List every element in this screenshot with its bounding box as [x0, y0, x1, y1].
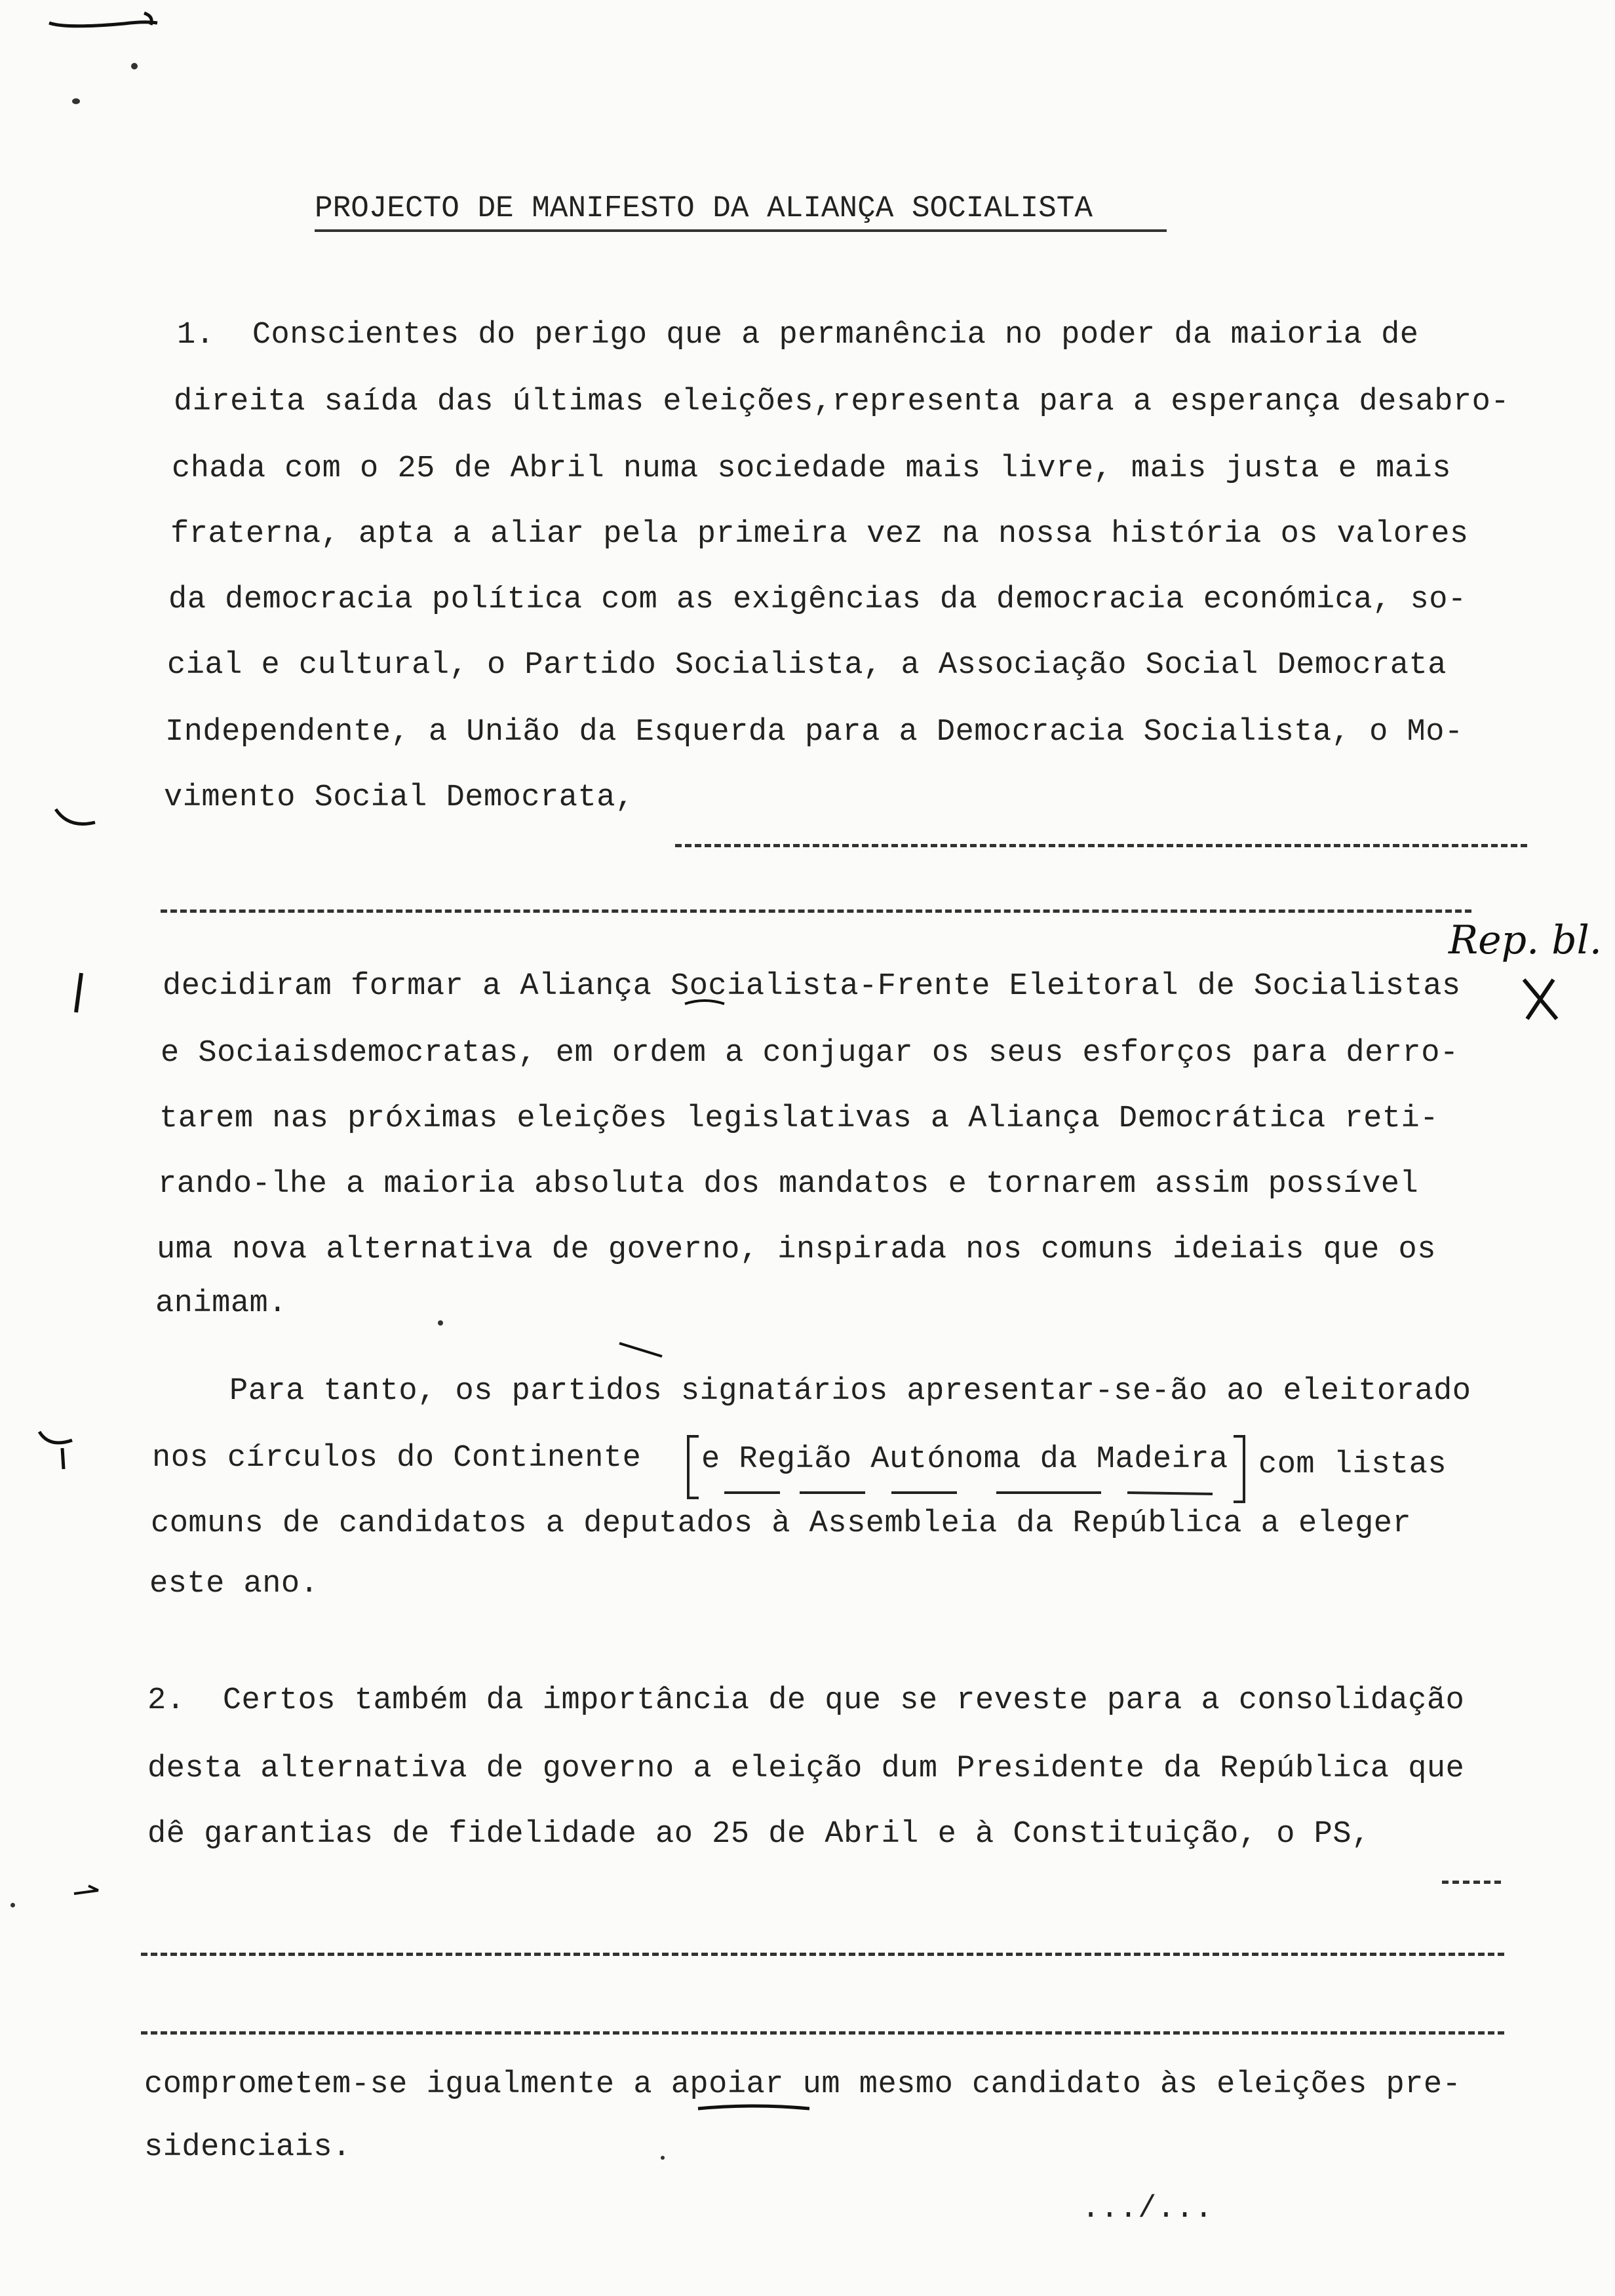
text-line: decidiram formar a Aliança Socialista-Frente Eleitoral de Socialistas — [163, 969, 1461, 1004]
text-line: rando-lhe a maioria absoluta dos mandatos e tornarem assim possível — [158, 1167, 1419, 1202]
text-line: chada com o 25 de Abril numa sociedade mais livre, mais justa e mais — [172, 451, 1451, 486]
dashed-blank-line — [141, 2031, 1504, 2037]
margin-tick-icon — [72, 1881, 105, 1900]
text-line: este ano. — [149, 1567, 319, 1601]
handwritten-x-icon — [1521, 976, 1560, 1022]
title-underline — [315, 229, 1167, 232]
text-line: vimento Social Democrata, — [164, 780, 634, 815]
handwritten-underline-apoiar — [695, 2101, 813, 2114]
margin-stroke-icon — [72, 970, 85, 1016]
text-line: Para tanto, os partidos signatários apresentar-se-ão ao eleitorado — [229, 1374, 1471, 1409]
handwritten-bracket-open — [687, 1435, 699, 1499]
text-line: Independente, a União da Esquerda para a Democracia Socialista, o Mo- — [165, 715, 1464, 750]
text-line: comprometem-se igualmente a apoiar um mesmo candidato às eleições pre- — [144, 2067, 1462, 2102]
text-line: fraterna, apta a aliar pela primeira vez na nossa história os valores — [170, 517, 1469, 552]
text-line: comuns de candidatos a deputados à Assembleia da República a eleger — [151, 1506, 1412, 1541]
text-line: dê garantias de fidelidade ao 25 de Abril e à Constituição, o PS, — [147, 1817, 1371, 1852]
document-title: PROJECTO DE MANIFESTO DA ALIANÇA SOCIALISTA — [315, 191, 1093, 225]
bracketed-insertion: e Região Autónoma da Madeira — [701, 1442, 1228, 1477]
handwritten-underline-region — [721, 1486, 1219, 1499]
text-line: uma nova alternativa de governo, inspirada nos comuns ideiais que os — [157, 1233, 1436, 1267]
continuation-marker: .../... — [1081, 2192, 1213, 2227]
text-line: tarem nas próximas eleições legislativas a Aliança Democrática reti- — [159, 1101, 1439, 1136]
ink-speck — [131, 63, 138, 69]
handwritten-note: Rep. bl. — [1449, 917, 1602, 963]
text-line: 2. Certos também da importância de que se reveste para a consolidação — [147, 1683, 1465, 1718]
text-line: 1. Conscientes do perigo que a permanência no poder da maioria de — [177, 318, 1419, 353]
handwritten-bracket-close — [1234, 1435, 1245, 1503]
handwritten-underline-mark — [682, 996, 728, 1009]
dashed-blank-line — [161, 909, 1471, 915]
text-line: animam. — [155, 1286, 287, 1321]
ink-speck — [10, 1903, 15, 1907]
text-line: e Sociaisdemocratas, em ordem a conjugar os seus esforços para derro- — [161, 1036, 1459, 1071]
ink-speck — [72, 98, 80, 104]
text-line: desta alternativa de governo a eleição dum Presidente da República que — [147, 1751, 1465, 1786]
ink-speck — [438, 1320, 443, 1326]
corner-scribble-icon — [46, 7, 164, 33]
margin-tick-icon — [616, 1340, 669, 1360]
dashed-blank-line — [141, 1953, 1504, 1958]
text-line: direita saída das últimas eleições,representa para a esperança desabro- — [174, 385, 1510, 419]
dashed-blank-line — [675, 844, 1527, 849]
text-line: da democracia política com as exigências da democracia económica, so- — [168, 583, 1467, 617]
text-line: sidenciais. — [144, 2130, 351, 2165]
margin-curve-icon — [52, 806, 98, 832]
margin-arrow-icon — [36, 1428, 82, 1474]
text-line: cial e cultural, o Partido Socialista, a Associação Social Democrata — [167, 648, 1447, 683]
ink-speck — [661, 2156, 665, 2160]
dashed-blank-line — [1442, 1881, 1501, 1886]
text-line: com listas — [1258, 1447, 1447, 1482]
text-line: nos círculos do Continente — [152, 1441, 642, 1476]
